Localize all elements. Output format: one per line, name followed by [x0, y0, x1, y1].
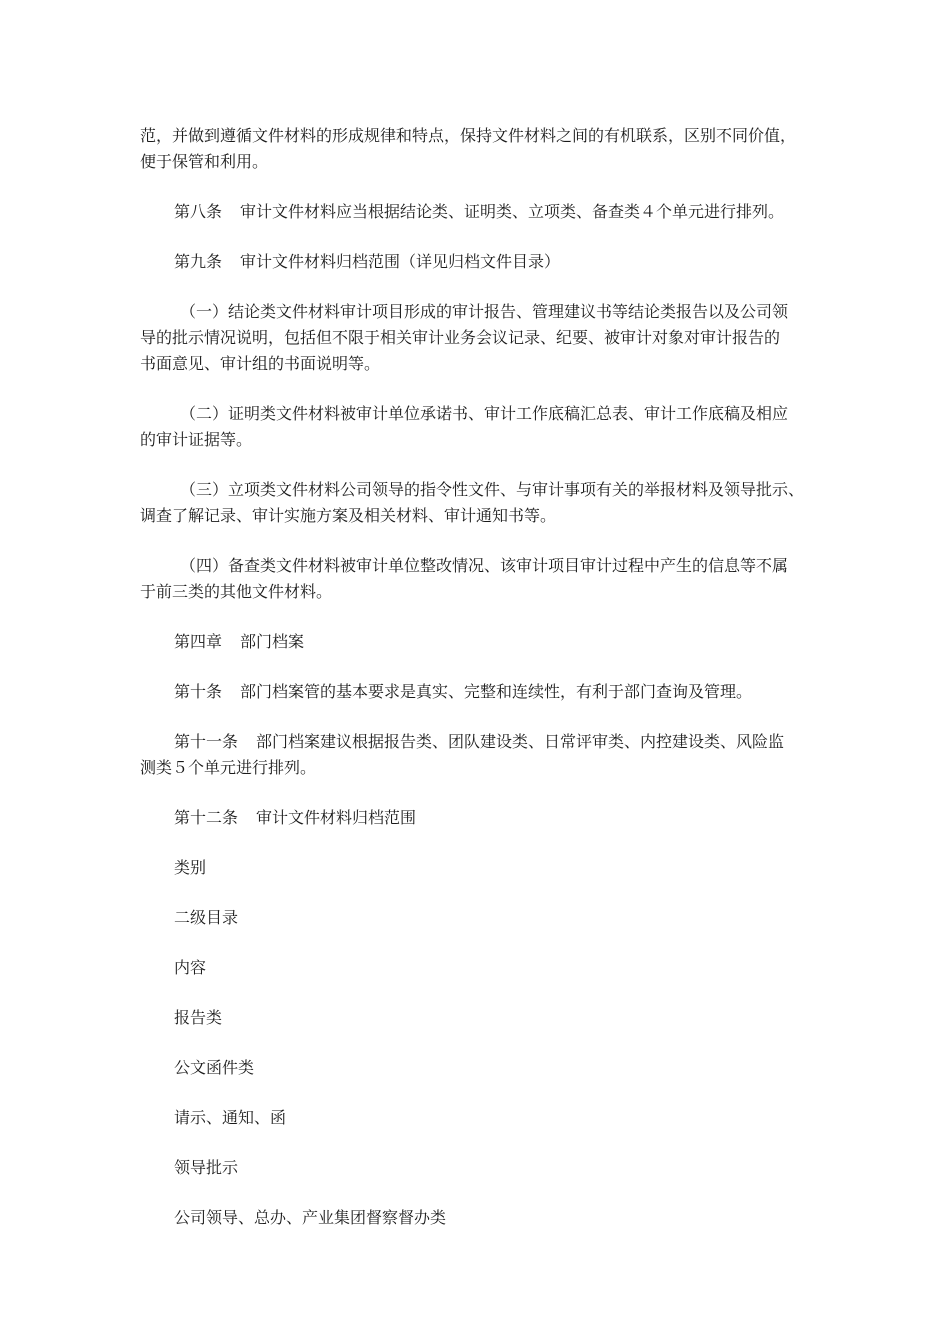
paragraph-continuation — [140, 123, 820, 175]
table-cell-leader-instructions: 领导批示 — [174, 1158, 239, 1177]
table-cell-supervision-class: 公司领导、总办、产业集团督察督办类 — [174, 1208, 447, 1227]
text-line: 部门档案建议根据报告类、团队建设类、日常评审类、内控建设类、风险监 — [256, 732, 785, 751]
table-cell-subdirectory-header: 二级目录 — [174, 908, 239, 927]
chapter-number: 第四章 — [174, 632, 223, 651]
article-text: 审计文件材料归档范围 — [256, 808, 417, 827]
document-body — [140, 123, 820, 1255]
article-number: 第十一条 — [174, 732, 239, 751]
text-line: 书面意见、审计组的书面说明等。 — [140, 354, 381, 373]
table-cell-requests-notices: 请示、通知、函 — [174, 1108, 287, 1127]
text-line: 于前三类的其他文件材料。 — [140, 582, 333, 601]
article-number: 第九条 — [174, 252, 223, 271]
article-12 — [140, 805, 820, 831]
chapter-title: 部门档案 — [240, 632, 305, 651]
article-text: 部门档案管的基本要求是真实、完整和连续性，有利于部门查询及管理。 — [240, 682, 753, 701]
text-line: （四）备查类文件材料被审计单位整改情况、该审计项目审计过程中产生的信息等不属 — [180, 556, 789, 575]
article-9 — [140, 249, 820, 275]
table-cell-category-header: 类别 — [174, 858, 207, 877]
article-number: 第十二条 — [174, 808, 239, 827]
item-conclusion-class — [140, 299, 820, 377]
table-cell-report-class: 报告类 — [174, 1008, 223, 1027]
item-evidence-class — [140, 401, 820, 453]
text-line: （一）结论类文件材料审计项目形成的审计报告、管理建议书等结论类报告以及公司领 — [180, 302, 789, 321]
article-number: 第十条 — [174, 682, 223, 701]
text-line: （三）立项类文件材料公司领导的指令性文件、与审计事项有关的举报材料及领导批示、 — [180, 480, 805, 499]
text-line: 范，并做到遵循文件材料的形成规律和特点，保持文件材料之间的有机联系，区别不同价值， — [140, 126, 797, 145]
table-cell-content-header: 内容 — [174, 958, 207, 977]
text-line: 导的批示情况说明，包括但不限于相关审计业务会议记录、纪要、被审计对象对审计报告的 — [140, 328, 781, 347]
text-line: 测类５个单元进行排列。 — [140, 758, 317, 777]
item-reference-class — [140, 553, 820, 605]
table-cell-official-documents: 公文函件类 — [174, 1058, 255, 1077]
text-line: 的审计证据等。 — [140, 430, 253, 449]
text-line: （二）证明类文件材料被审计单位承诺书、审计工作底稿汇总表、审计工作底稿及相应 — [180, 404, 789, 423]
article-text: 审计文件材料应当根据结论类、证明类、立项类、备查类４个单元进行排列。 — [240, 202, 785, 221]
item-project-class — [140, 477, 820, 529]
chapter-4-heading — [140, 629, 820, 655]
article-text: 审计文件材料归档范围（详见归档文件目录） — [240, 252, 561, 271]
text-line: 便于保管和利用。 — [140, 152, 269, 171]
article-10 — [140, 679, 820, 705]
article-11 — [140, 729, 820, 781]
text-line: 调查了解记录、审计实施方案及相关材料、审计通知书等。 — [140, 506, 557, 525]
article-number: 第八条 — [174, 202, 223, 221]
article-8 — [140, 199, 820, 225]
